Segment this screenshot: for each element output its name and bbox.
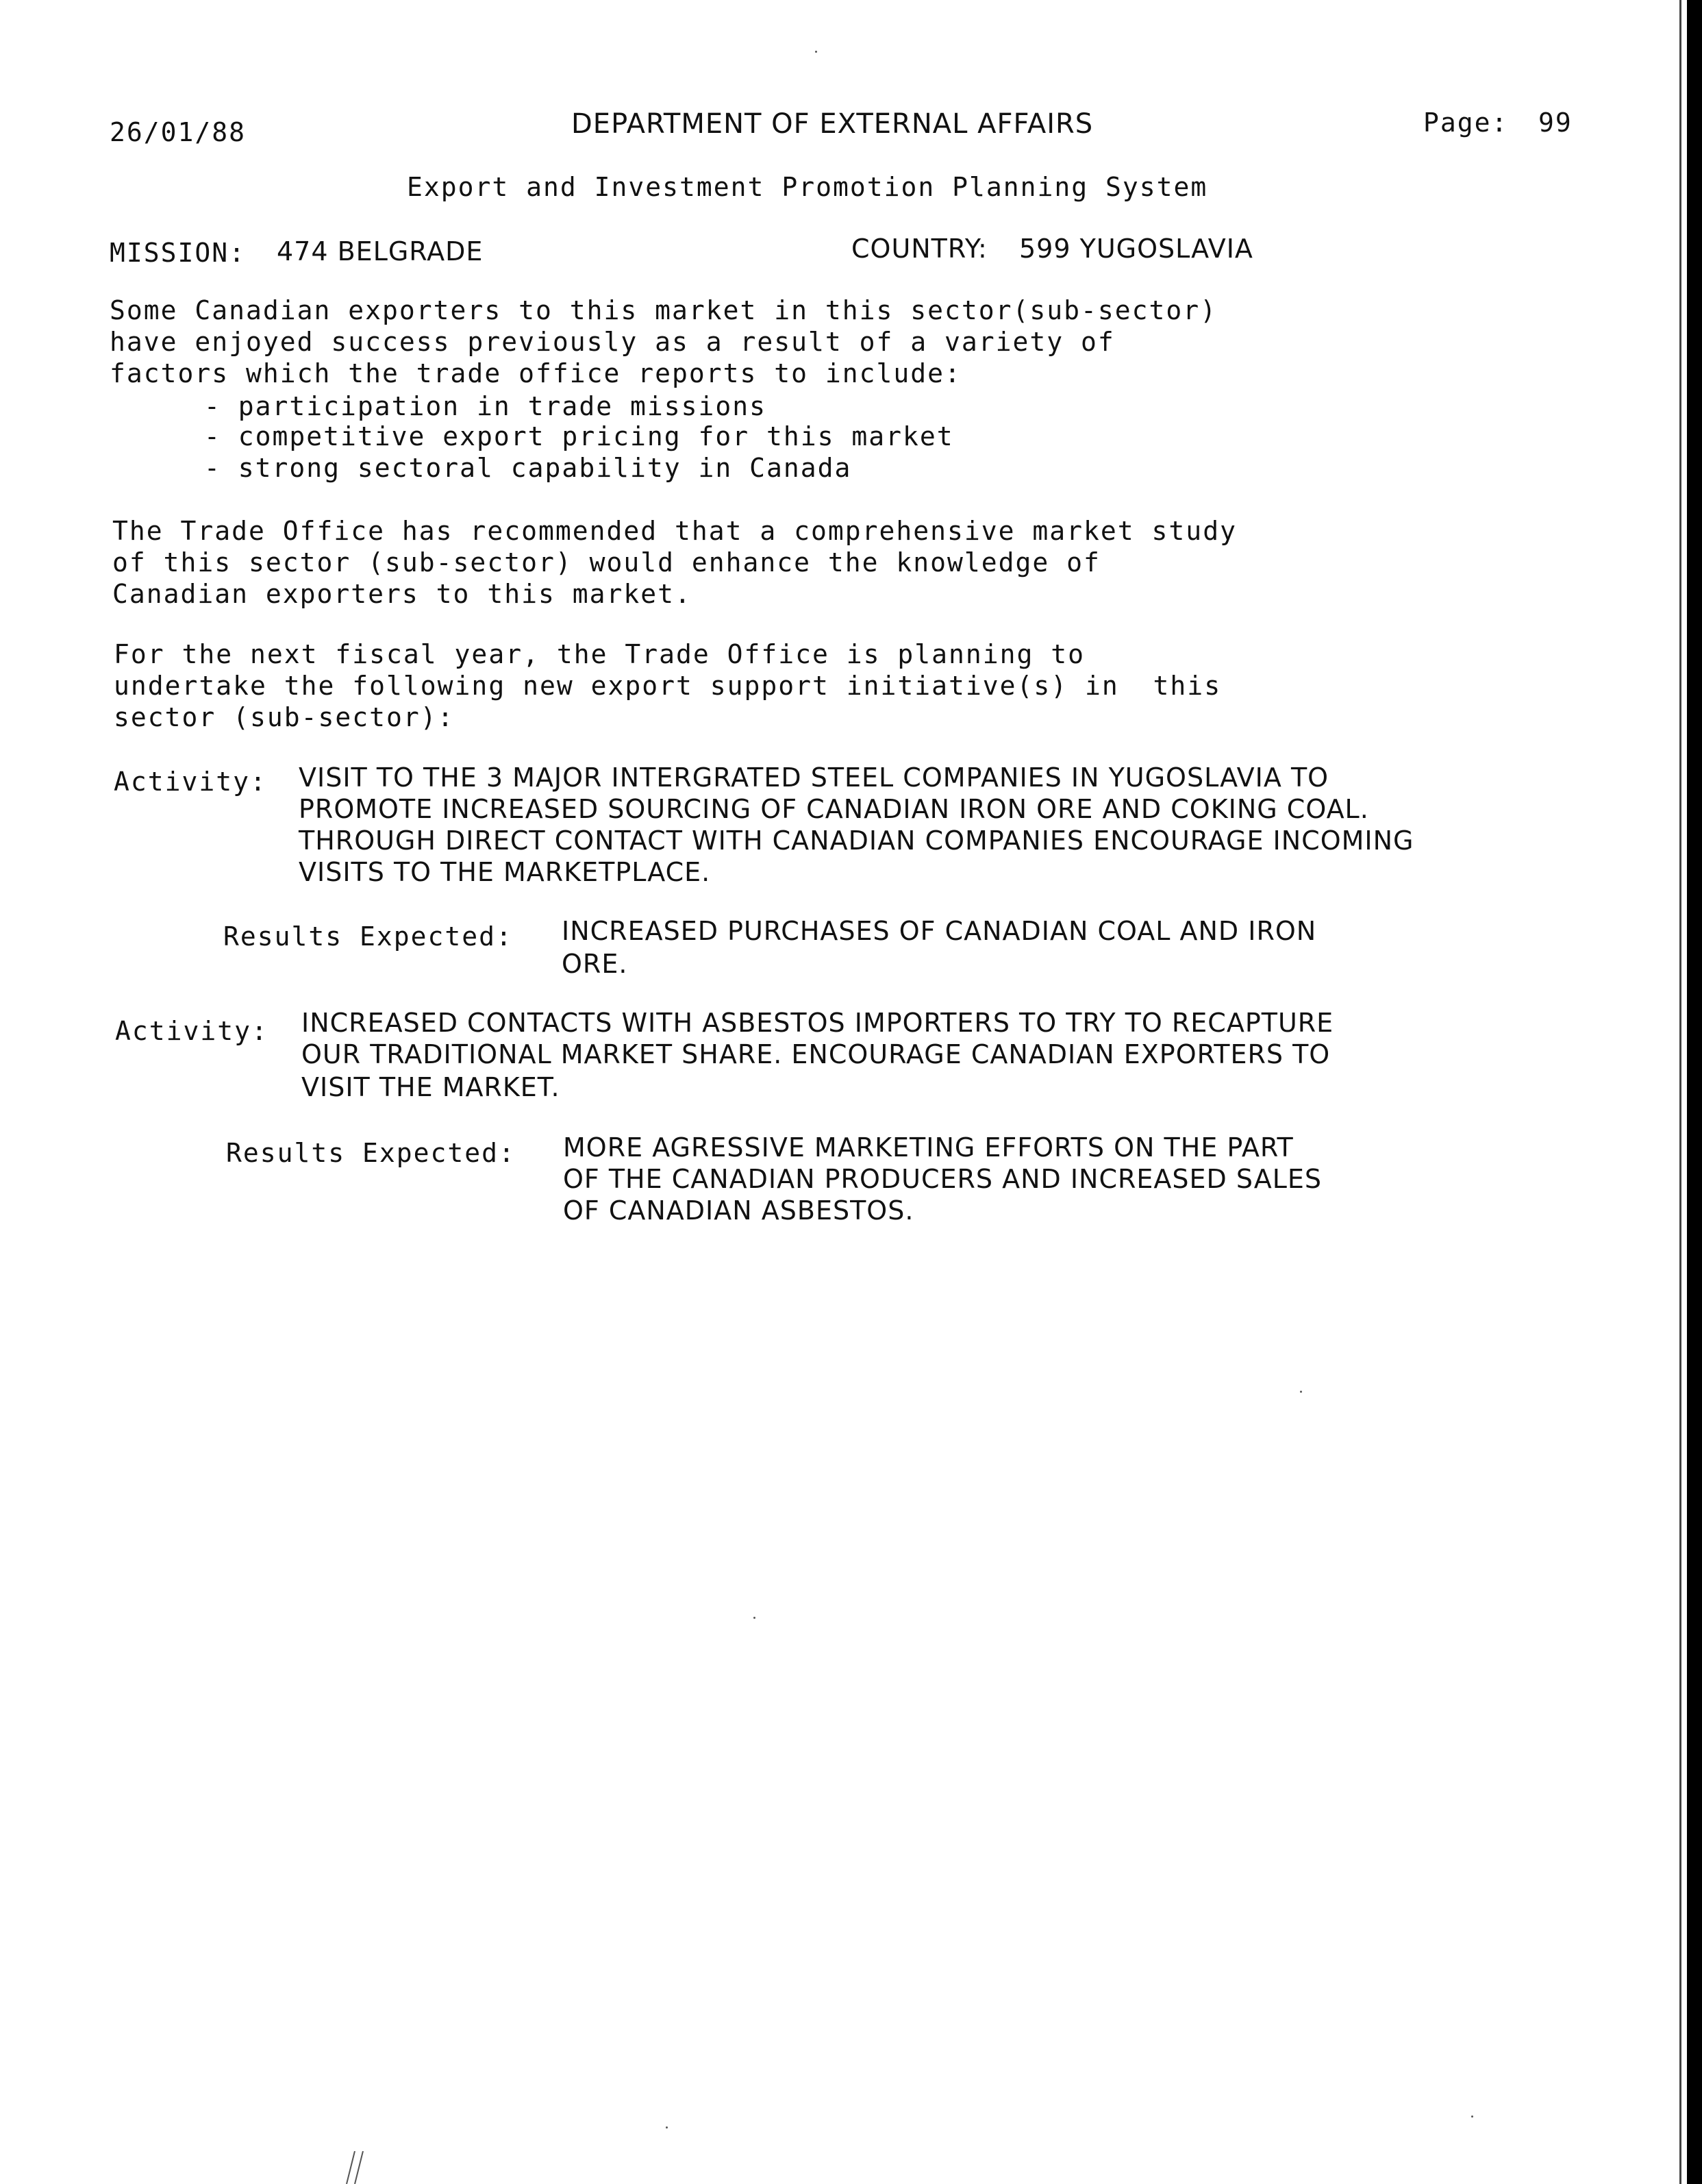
page-label: Page: bbox=[1423, 108, 1509, 138]
intro-line: have enjoyed success previously as a result of a variety of bbox=[110, 327, 1115, 357]
intro-bullet: - competitive export pricing for this market bbox=[204, 421, 954, 451]
scan-speck bbox=[666, 2126, 668, 2129]
recommendation-line: of this sector (sub-sector) would enhance the knowledge of bbox=[112, 547, 1101, 578]
mission-value: 474 BELGRADE bbox=[277, 236, 484, 266]
scan-speck bbox=[753, 1617, 755, 1619]
activity-line: PROMOTE INCREASED SOURCING OF CANADIAN IRON ORE AND COKING COAL. bbox=[299, 794, 1369, 824]
results-expected-line: INCREASED PURCHASES OF CANADIAN COAL AND IRON bbox=[562, 916, 1317, 946]
pen-mark bbox=[342, 2151, 384, 2184]
results-expected-label: Results Expected: bbox=[223, 921, 513, 952]
intro-line: Some Canadian exporters to this market in this sector(sub-sector) bbox=[110, 295, 1218, 325]
intro-bullet: - strong sectoral capability in Canada bbox=[204, 453, 852, 483]
planning-line: sector (sub-sector): bbox=[114, 702, 455, 732]
activity-label: Activity: bbox=[115, 1016, 268, 1046]
mission-label: MISSION: bbox=[110, 238, 247, 268]
scan-speck bbox=[1471, 2115, 1473, 2118]
activity-line: INCREASED CONTACTS WITH ASBESTOS IMPORTERS TO TRY TO RECAPTURE bbox=[301, 1008, 1334, 1038]
results-expected-line: OF THE CANADIAN PRODUCERS AND INCREASED SALES bbox=[563, 1164, 1323, 1194]
results-expected-line: OF CANADIAN ASBESTOS. bbox=[563, 1195, 914, 1226]
scan-speck bbox=[815, 51, 817, 53]
activity-line: VISITS TO THE MARKETPLACE. bbox=[299, 857, 711, 887]
intro-bullet: - participation in trade missions bbox=[204, 391, 766, 421]
intro-line: factors which the trade office reports to include: bbox=[110, 358, 962, 388]
scan-edge-border bbox=[1687, 0, 1702, 2184]
recommendation-line: The Trade Office has recommended that a comprehensive market study bbox=[112, 516, 1237, 546]
activity-line: VISIT TO THE 3 MAJOR INTERGRATED STEEL COMPANIES IN YUGOSLAVIA TO bbox=[299, 762, 1329, 793]
system-title: Export and Investment Promotion Planning System bbox=[407, 172, 1208, 202]
country-label: COUNTRY: bbox=[851, 234, 988, 264]
department-title: DEPARTMENT OF EXTERNAL AFFAIRS bbox=[571, 108, 1094, 140]
country-value: 599 YUGOSLAVIA bbox=[1019, 234, 1253, 264]
activity-label: Activity: bbox=[114, 767, 267, 797]
scan-speck bbox=[1300, 1391, 1302, 1393]
recommendation-line: Canadian exporters to this market. bbox=[112, 579, 692, 609]
planning-line: For the next fiscal year, the Trade Office is planning to bbox=[114, 639, 1086, 669]
results-expected-label: Results Expected: bbox=[226, 1138, 516, 1168]
results-expected-line: MORE AGRESSIVE MARKETING EFFORTS ON THE PART bbox=[563, 1132, 1294, 1163]
report-date: 26/01/88 bbox=[110, 117, 247, 147]
scan-edge-line bbox=[1679, 0, 1681, 2184]
activity-line: VISIT THE MARKET. bbox=[301, 1072, 560, 1102]
activity-line: THROUGH DIRECT CONTACT WITH CANADIAN COMPANIES ENCOURAGE INCOMING bbox=[299, 826, 1414, 856]
results-expected-line: ORE. bbox=[562, 949, 628, 979]
planning-line: undertake the following new export support initiative(s) in this bbox=[114, 671, 1222, 701]
activity-line: OUR TRADITIONAL MARKET SHARE. ENCOURAGE CANADIAN EXPORTERS TO bbox=[301, 1039, 1331, 1069]
page-number: 99 bbox=[1538, 108, 1573, 138]
